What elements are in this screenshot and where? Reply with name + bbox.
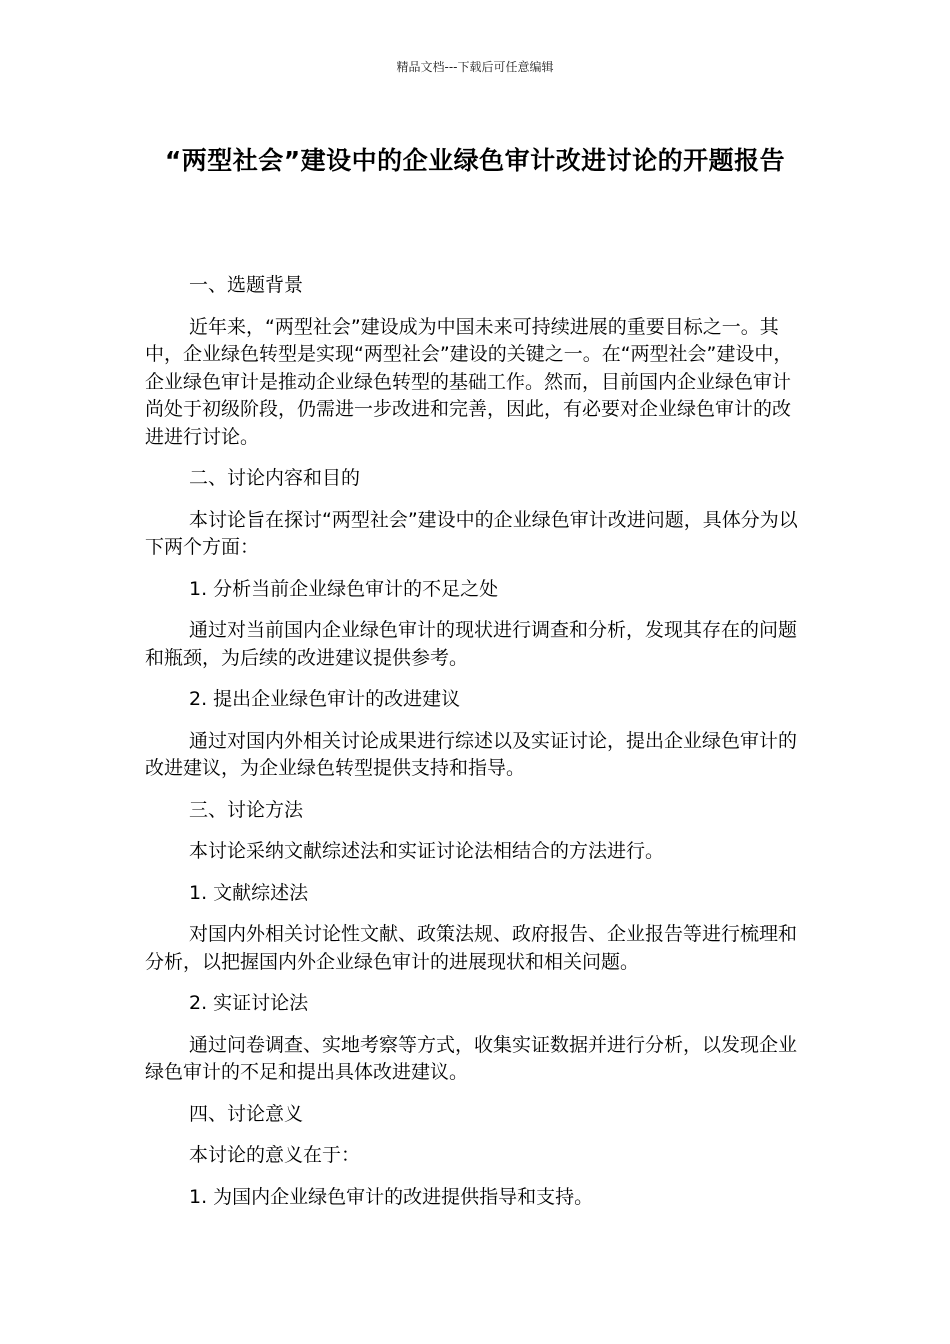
list-item-heading: 1. 分析当前企业绿色审计的不足之处 — [189, 577, 499, 600]
paragraph: 通过对当前国内企业绿色审计的现状进行调查和分析，发现其存在的问题和瓶颈，为后续的改进建议提供参考。 — [145, 619, 798, 669]
paragraph: 通过问卷调查、实地考察等方式，收集实证数据并进行分析，以发现企业绿色审计的不足和提出具体改进建议。 — [145, 1033, 798, 1083]
list-item-heading: 1. 文献综述法 — [189, 881, 309, 904]
document-body — [145, 272, 805, 1225]
list-item-heading: 2. 实证讨论法 — [189, 992, 309, 1014]
paragraph-content-intro: 本讨论旨在探讨“两型社会”建设中的企业绿色审计改进问题，具体分为以下两个方面： — [145, 508, 798, 558]
paragraph: 本讨论的意义在于： — [189, 1144, 361, 1166]
paragraph-background: 近年来，“两型社会”建设成为中国未来可持续进展的重要目标之一。其中，企业绿色转型是实现“两型社会”建设的关键之一。在“两型社会”建设中，企业绿色审计是推动企业绿色转型的基础工作。然而，目前国内企业绿色审计尚处于初级阶段，仍需进一步改进和完善，因此，有必要对企业绿色审计的改进进行讨论。 — [145, 315, 793, 448]
document-title: “两型社会”建设中的企业绿色审计改进讨论的开题报告 — [164, 146, 786, 175]
list-item-heading: 2. 提出企业绿色审计的改进建议 — [189, 688, 461, 710]
list-item: 1. 为国内企业绿色审计的改进提供指导和支持。 — [189, 1185, 594, 1208]
section-heading-background: 一、选题背景 — [189, 274, 304, 296]
header-note: 精品文档---下载后可任意编辑 — [396, 60, 554, 74]
paragraph: 对国内外相关讨论性文献、政策法规、政府报告、企业报告等进行梳理和分析，以把握国内外企业绿色审计的进展现状和相关问题。 — [145, 923, 798, 973]
section-heading-significance: 四、讨论意义 — [189, 1102, 304, 1125]
section-heading-method: 三、讨论方法 — [189, 798, 304, 821]
paragraph: 通过对国内外相关讨论成果进行综述以及实证讨论，提出企业绿色审计的改进建议，为企业绿色转型提供支持和指导。 — [145, 729, 798, 779]
paragraph: 本讨论采纳文献综述法和实证讨论法相结合的方法进行。 — [189, 840, 665, 862]
section-heading-content: 二、讨论内容和目的 — [189, 467, 361, 489]
